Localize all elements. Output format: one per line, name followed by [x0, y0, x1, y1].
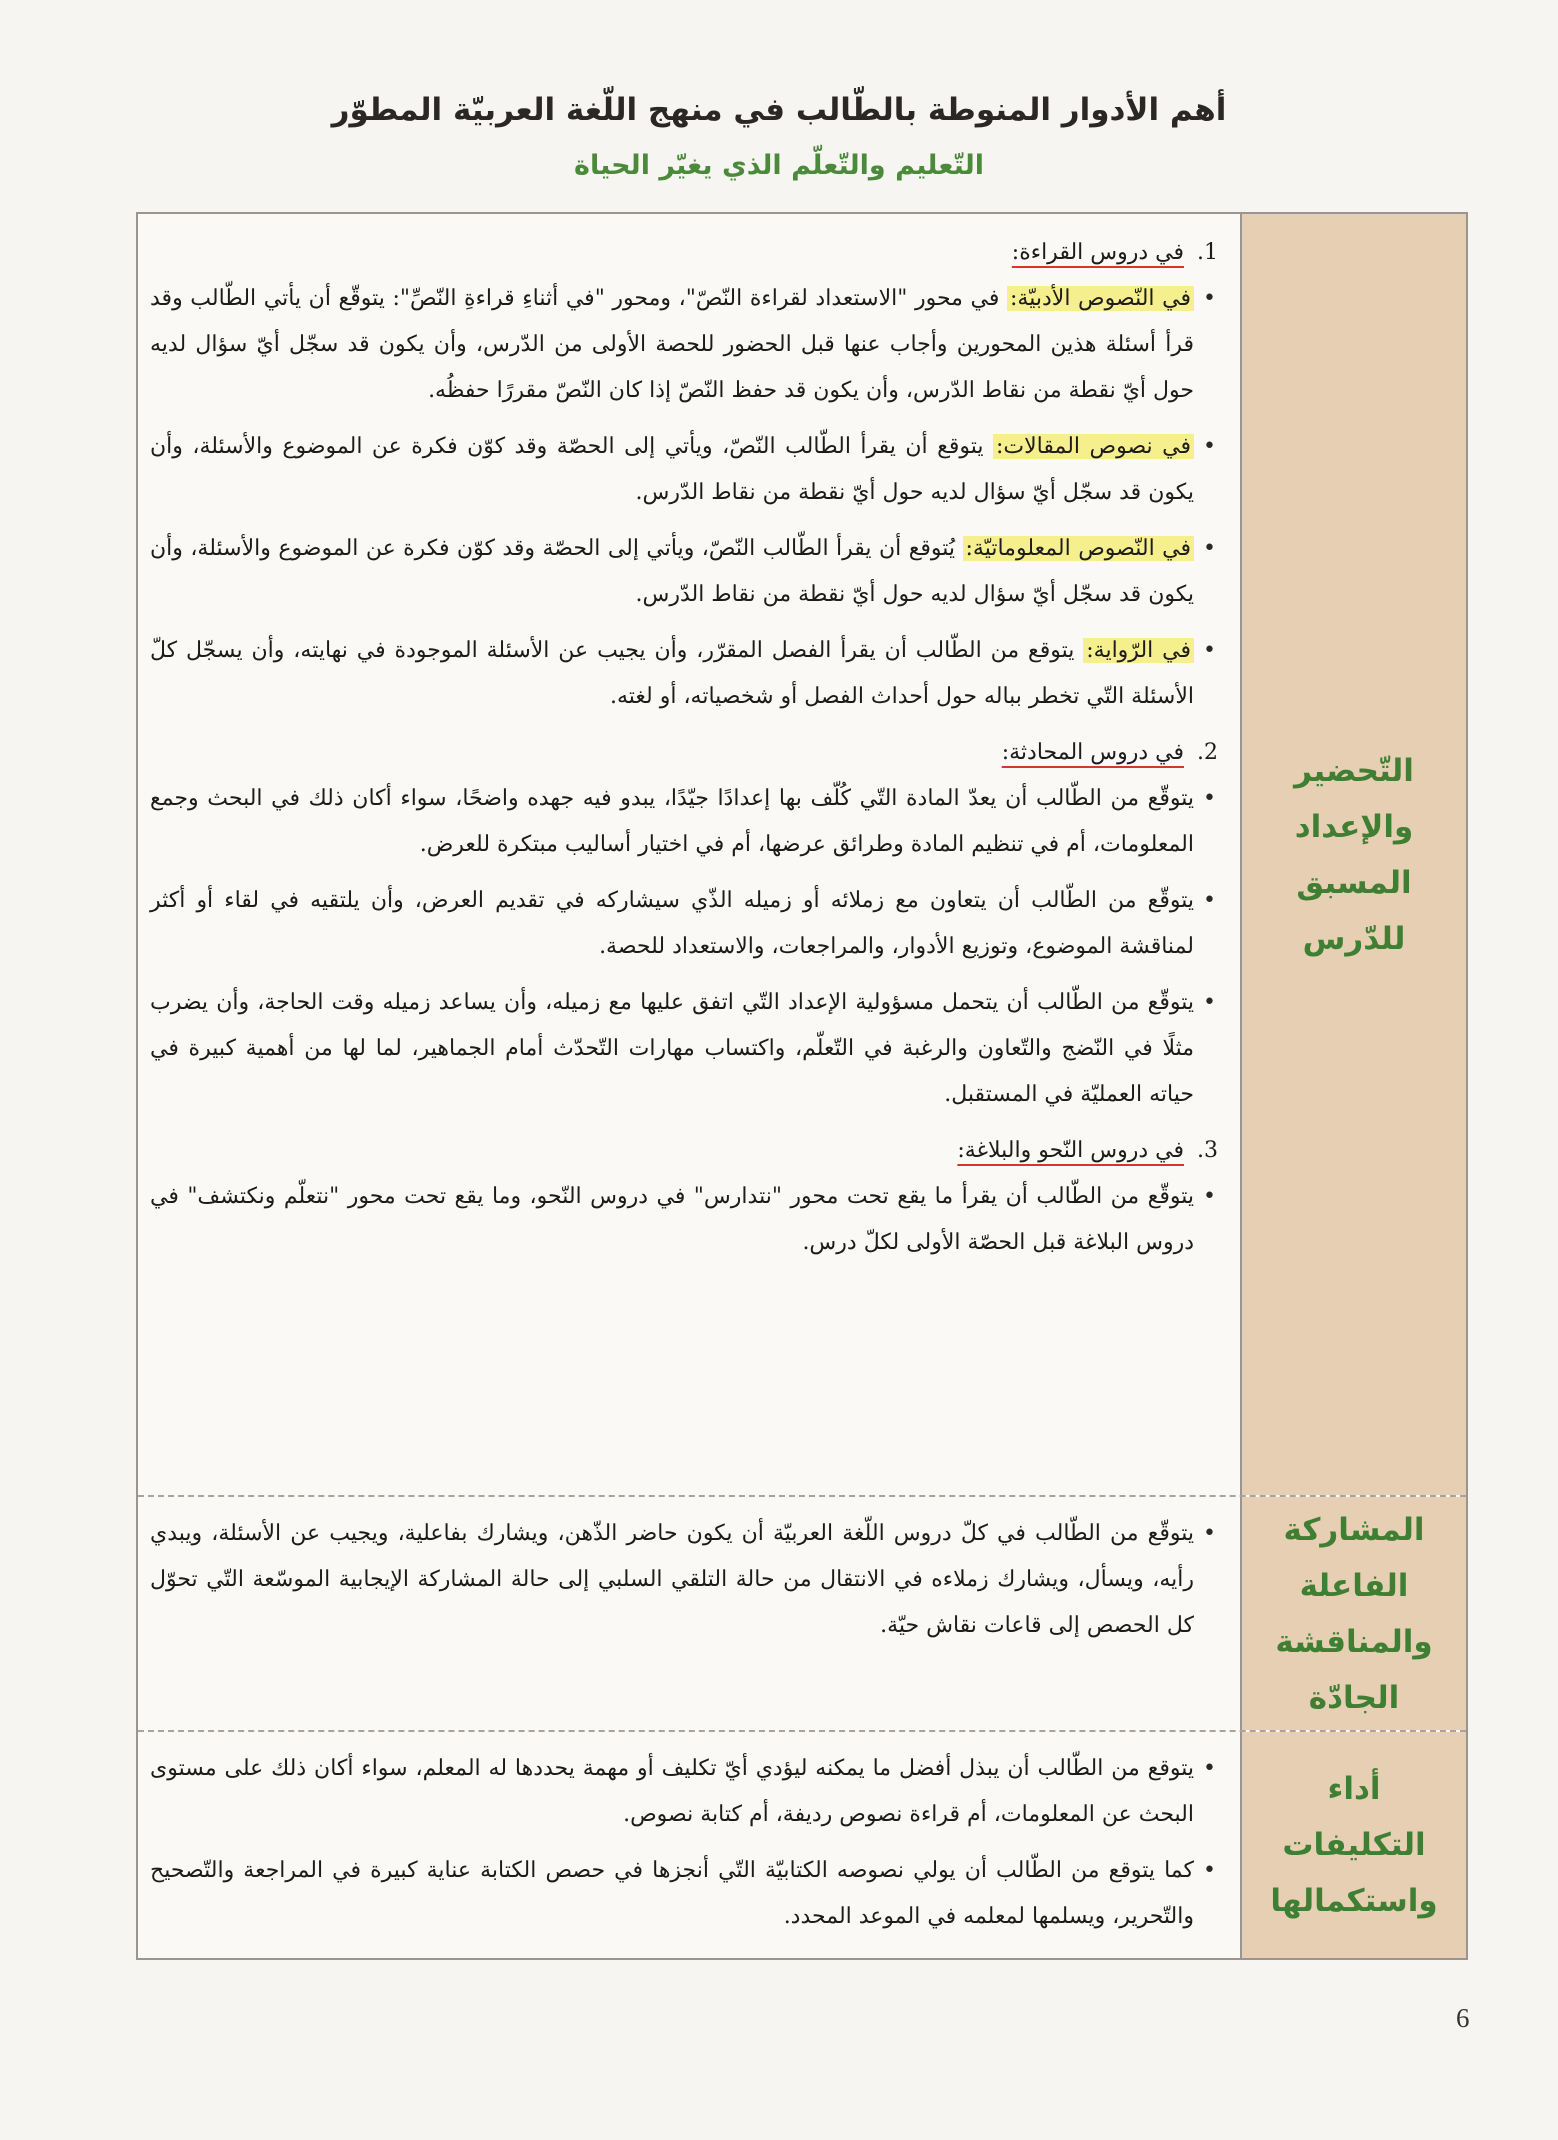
bullet-list [150, 776, 1218, 1118]
highlighted-term: في الرّواية: [1083, 638, 1194, 663]
page-title: أهم الأدوار المنوطة بالطّالب في منهج اللّغة العربيّة المطوّر [331, 92, 1227, 128]
row-content [138, 1732, 1240, 1958]
row-label: أداء التكليفات واستكمالها [1270, 1771, 1438, 1919]
item-text: يتوقع من الطّالب أن يبذل أفضل ما يمكنه ليؤدي أيّ تكليف أو مهمة يحددها له المعلم، سواء أكان ذلك على مستوى البحث عن المعلومات، أم قراءة نصوص رديفة، أم كتابة نصوص. [150, 1756, 1194, 1827]
section-heading [150, 1128, 1218, 1174]
list-item [150, 628, 1218, 720]
section-title: في دروس النّحو والبلاغة: [957, 1138, 1184, 1163]
row-label-cell [1240, 1732, 1466, 1958]
list-item [150, 276, 1218, 414]
row-label-cell [1240, 214, 1466, 1495]
list-item [150, 776, 1218, 868]
row-content [138, 214, 1240, 1495]
section-heading [150, 730, 1218, 776]
list-item [150, 1746, 1218, 1838]
page-number: 6 [1456, 2003, 1470, 2033]
row-label: المشاركة الفاعلة والمناقشة الجادّة [1275, 1511, 1433, 1716]
highlighted-term: في نصوص المقالات: [993, 434, 1194, 459]
item-text: كما يتوقع من الطّالب أن يولي نصوصه الكتابيّة التّي أنجزها في حصص الكتابة عناية كبيرة في المراجعة والتّصحيح والتّحرير، ويسلمها لمعلمه في الموعد المحدد. [150, 1858, 1194, 1929]
row-content [138, 1497, 1240, 1730]
bullet-list [150, 276, 1218, 720]
table-row [138, 1497, 1466, 1732]
table-row [138, 1732, 1466, 1958]
row-label: التّحضير والإعداد المسبق للدّرس [1294, 752, 1414, 957]
item-text: يتوقّع من الطّالب أن يتحمل مسؤولية الإعداد التّي اتفق عليها مع زميله، وأن يساعد زميله وقت الحاجة، وأن يضرب مثلًا في النّضج والتّعاون والرغبة في التّعلّم، واكتساب مهارات التّحدّث أمام الجماهير، لما لها من أهمية كبيرة في حياته العمليّة في المستقبل. [150, 990, 1194, 1107]
item-text: يتوقّع من الطّالب أن يقرأ ما يقع تحت محور "نتدارس" في دروس النّحو، وما يقع تحت محور "نتعلّم ونكتشف" في دروس البلاغة قبل الحصّة الأولى لكلّ درس. [150, 1184, 1194, 1255]
page-subtitle: التّعليم والتّعلّم الذي يغيّر الحياة [574, 150, 984, 181]
highlighted-term: في النّصوص الأدبيّة: [1007, 286, 1194, 311]
bullet-list [150, 1511, 1218, 1649]
list-item [150, 424, 1218, 516]
item-text: يتوقّع من الطّالب أن يتعاون مع زملائه أو زميله الذّي سيشاركه في تقديم العرض، وأن يلتقيه في لقاء أو أكثر لمناقشة الموضوع، وتوزيع الأدوار، والمراجعات، والاستعداد للحصة. [150, 888, 1195, 959]
list-item [150, 878, 1218, 970]
item-text: يتوقّع من الطّالب في كلّ دروس اللّغة العربيّة أن يكون حاضر الذّهن، ويشارك بفاعلية، ويجيب عن الأسئلة، ويبدي رأيه، ويسأل، ويشارك زملاءه في الانتقال من حالة التلقي السلبي إلى حالة المشاركة الإيجابية الموسّعة التّي تحوّل كل الحصص إلى قاعات نقاش حيّة. [150, 1521, 1194, 1639]
highlighted-term: في النّصوص المعلوماتيّة: [963, 536, 1195, 561]
roles-table [136, 212, 1468, 1960]
bullet-list [150, 1746, 1218, 1940]
bullet-list [150, 1174, 1218, 1266]
section-number: 2. [1197, 740, 1218, 765]
section-title: في دروس المحادثة: [1001, 740, 1184, 765]
section-title: في دروس القراءة: [1011, 240, 1184, 265]
item-text: يتوقع من الطّالب أن يقرأ الفصل المقرّر، وأن يجيب عن الأسئلة الموجودة في نهايته، وأن يسجّل كلّ الأسئلة التّي تخطر بباله حول أحداث الفصل أو شخصياته، أو لغته. [150, 638, 1194, 709]
list-item [150, 1174, 1218, 1266]
section-number: 3. [1197, 1138, 1218, 1163]
item-text: يتوقّع من الطّالب أن يعدّ المادة التّي كُلّف بها إعدادًا جيّدًا، يبدو فيه جهده واضحًا، سواء أكان ذلك في البحث وجمع المعلومات، أم في تنظيم المادة وطرائق عرضها، أم في اختيار أساليب مبتكرة للعرض. [150, 786, 1194, 857]
list-item [150, 526, 1218, 618]
list-item [150, 1511, 1218, 1649]
item-text: يتوقع أن يقرأ الطّالب النّصّ، ويأتي إلى الحصّة وقد كوّن فكرة عن الموضوع والأسئلة، وأن يكون قد سجّل أيّ سؤال لديه حول أيّ نقطة من نقاط الدّرس. [150, 434, 1194, 505]
table-row [138, 214, 1466, 1497]
item-text: في محور "الاستعداد لقراءة النّصّ"، ومحور "في أثناءِ قراءةِ النّصِّ": يتوقّع أن يأتي الطّالب وقد قرأ أسئلة هذين المحورين وأجاب عنها قبل الحضور للحصة الأولى من الدّرس، وأن يكون قد سجّل أيّ سؤال لديه حول أيّ نقطة من نقاط الدّرس، وأن يكون قد حفظ النّصّ إذا كان النّصّ مقررًا حفظُه. [150, 286, 1194, 403]
item-text: يُتوقع أن يقرأ الطّالب النّصّ، ويأتي إلى الحصّة وقد كوّن فكرة عن الموضوع والأسئلة، وأن يكون قد سجّل أيّ سؤال لديه حول أيّ نقطة من نقاط الدّرس. [150, 536, 1194, 607]
list-item [150, 1848, 1218, 1940]
row-label-cell [1240, 1497, 1466, 1730]
section-number: 1. [1197, 240, 1218, 265]
section-heading [150, 230, 1218, 276]
list-item [150, 980, 1218, 1118]
